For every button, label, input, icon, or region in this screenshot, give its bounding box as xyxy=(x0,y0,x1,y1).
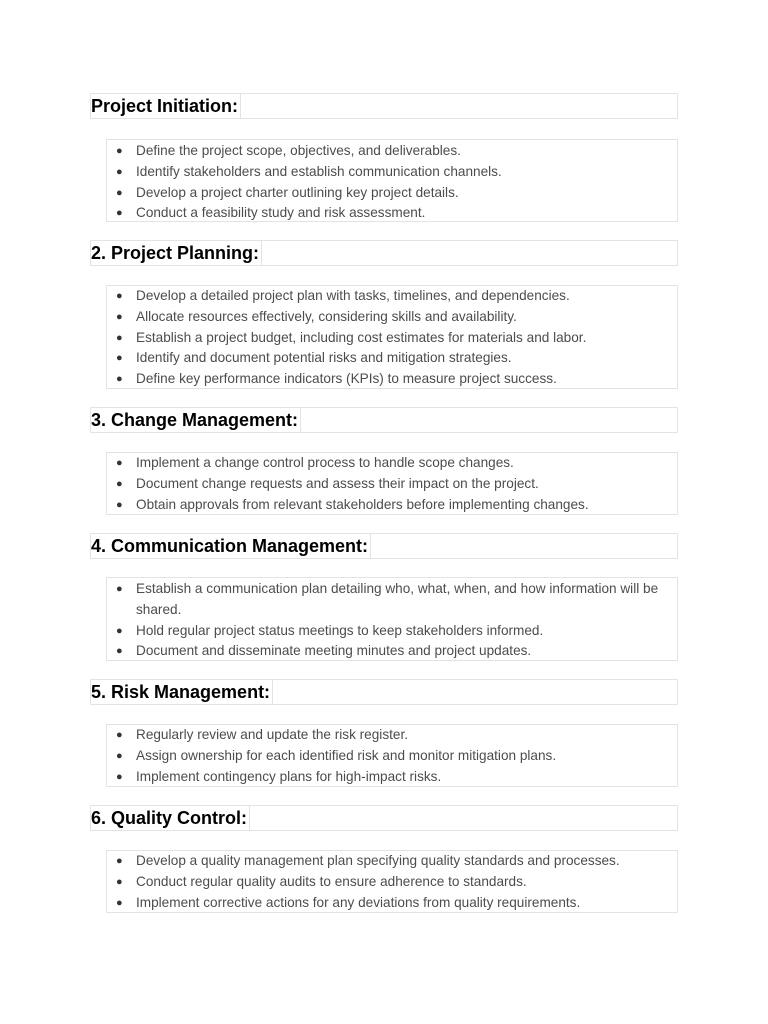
section-project-planning xyxy=(90,240,678,387)
bullet-icon: ● xyxy=(116,145,123,157)
list-item xyxy=(107,621,671,642)
bullet-icon: ● xyxy=(116,498,123,511)
list-item xyxy=(107,307,671,328)
list-item xyxy=(107,872,671,893)
bullet-icon: ● xyxy=(116,373,123,386)
section-quality-control xyxy=(90,805,678,910)
bullet-icon: ● xyxy=(116,770,123,783)
section-risk-management xyxy=(90,679,678,784)
bullet-list-box xyxy=(106,452,678,515)
section-heading: Project Initiation: xyxy=(91,94,241,118)
section-heading-box xyxy=(90,407,678,433)
list-item xyxy=(107,203,671,224)
bullet-icon: ● xyxy=(116,749,123,762)
bullet-icon: ● xyxy=(116,583,123,595)
list-item-text: Develop a detailed project plan with tasks, timelines, and dependencies. xyxy=(136,288,570,303)
list-item-text: Establish a communication plan detailing who, what, when, and how information will be shared. xyxy=(136,581,659,617)
list-item xyxy=(107,141,671,162)
bullet-list xyxy=(107,851,677,913)
section-project-initiation xyxy=(90,93,678,221)
section-heading-box xyxy=(90,805,678,831)
section-heading-box xyxy=(90,240,678,266)
bullet-icon: ● xyxy=(116,331,123,344)
list-item-text: Establish a project budget, including cost estimates for materials and labor. xyxy=(136,329,587,345)
list-item-text: Regularly review and update the risk register. xyxy=(136,727,409,742)
list-item-text: Conduct regular quality audits to ensure adherence to standards. xyxy=(136,873,527,889)
bullet-icon: ● xyxy=(116,207,123,220)
bullet-icon: ● xyxy=(116,310,123,323)
bullet-list-box xyxy=(106,850,678,913)
section-heading-box xyxy=(90,533,678,559)
list-item xyxy=(107,579,671,621)
bullet-icon: ● xyxy=(116,186,123,199)
list-item-text: Assign ownership for each identified risk and monitor mitigation plans. xyxy=(136,747,557,763)
list-item xyxy=(107,183,671,204)
section-heading: 3. Change Management: xyxy=(91,408,301,432)
section-change-management xyxy=(90,407,678,512)
list-item-text: Implement corrective actions for any deviations from quality requirements. xyxy=(136,894,581,910)
bullet-list xyxy=(107,725,677,787)
list-item xyxy=(107,328,671,349)
section-heading: 6. Quality Control: xyxy=(91,806,250,830)
list-item-text: Define key performance indicators (KPIs) to measure project success. xyxy=(136,371,557,387)
list-item xyxy=(107,767,671,788)
list-item xyxy=(107,453,671,474)
list-item xyxy=(107,746,671,767)
bullet-list-box xyxy=(106,139,678,222)
bullet-icon: ● xyxy=(116,729,123,741)
list-item xyxy=(107,348,671,369)
list-item xyxy=(107,641,671,662)
list-item-text: Identify stakeholders and establish communication channels. xyxy=(136,163,502,179)
list-item-text: Define the project scope, objectives, and deliverables. xyxy=(136,143,461,158)
bullet-list-box xyxy=(106,285,678,389)
bullet-list xyxy=(107,286,677,390)
list-item-text: Obtain approvals from relevant stakeholders before implementing changes. xyxy=(136,496,589,512)
section-heading: 2. Project Planning: xyxy=(91,241,262,265)
bullet-icon: ● xyxy=(116,457,123,469)
list-item xyxy=(107,725,671,746)
bullet-list xyxy=(107,141,677,224)
bullet-list-box xyxy=(106,577,678,661)
list-item xyxy=(107,495,671,516)
bullet-list-box xyxy=(106,724,678,787)
bullet-icon: ● xyxy=(116,624,123,637)
bullet-icon: ● xyxy=(116,477,123,490)
bullet-icon: ● xyxy=(116,896,123,909)
bullet-icon: ● xyxy=(116,855,123,867)
bullet-icon: ● xyxy=(116,875,123,888)
section-heading: 4. Communication Management: xyxy=(91,534,371,558)
list-item-text: Develop a quality management plan specifying quality standards and processes. xyxy=(136,853,620,868)
list-item-text: Document and disseminate meeting minutes and project updates. xyxy=(136,643,532,659)
bullet-list xyxy=(107,579,677,662)
list-item-text: Hold regular project status meetings to keep stakeholders informed. xyxy=(136,622,544,638)
section-heading-box xyxy=(90,93,678,119)
bullet-list xyxy=(107,453,677,515)
list-item-text: Conduct a feasibility study and risk assessment. xyxy=(136,205,426,221)
list-item xyxy=(107,369,671,390)
section-heading-box xyxy=(90,679,678,705)
bullet-icon: ● xyxy=(116,165,123,178)
list-item-text: Document change requests and assess their impact on the project. xyxy=(136,475,539,491)
list-item-text: Implement a change control process to handle scope changes. xyxy=(136,455,514,470)
list-item xyxy=(107,893,671,914)
section-heading: 5. Risk Management: xyxy=(91,680,273,704)
section-communication-management xyxy=(90,533,678,659)
list-item-text: Develop a project charter outlining key project details. xyxy=(136,184,459,200)
list-item xyxy=(107,851,671,872)
list-item-text: Allocate resources effectively, considering skills and availability. xyxy=(136,308,517,324)
list-item xyxy=(107,286,671,307)
list-item-text: Identify and document potential risks and mitigation strategies. xyxy=(136,350,512,366)
list-item-text: Implement contingency plans for high-impact risks. xyxy=(136,768,442,784)
bullet-icon: ● xyxy=(116,290,123,302)
list-item xyxy=(107,474,671,495)
list-item xyxy=(107,162,671,183)
bullet-icon: ● xyxy=(116,645,123,658)
bullet-icon: ● xyxy=(116,352,123,365)
